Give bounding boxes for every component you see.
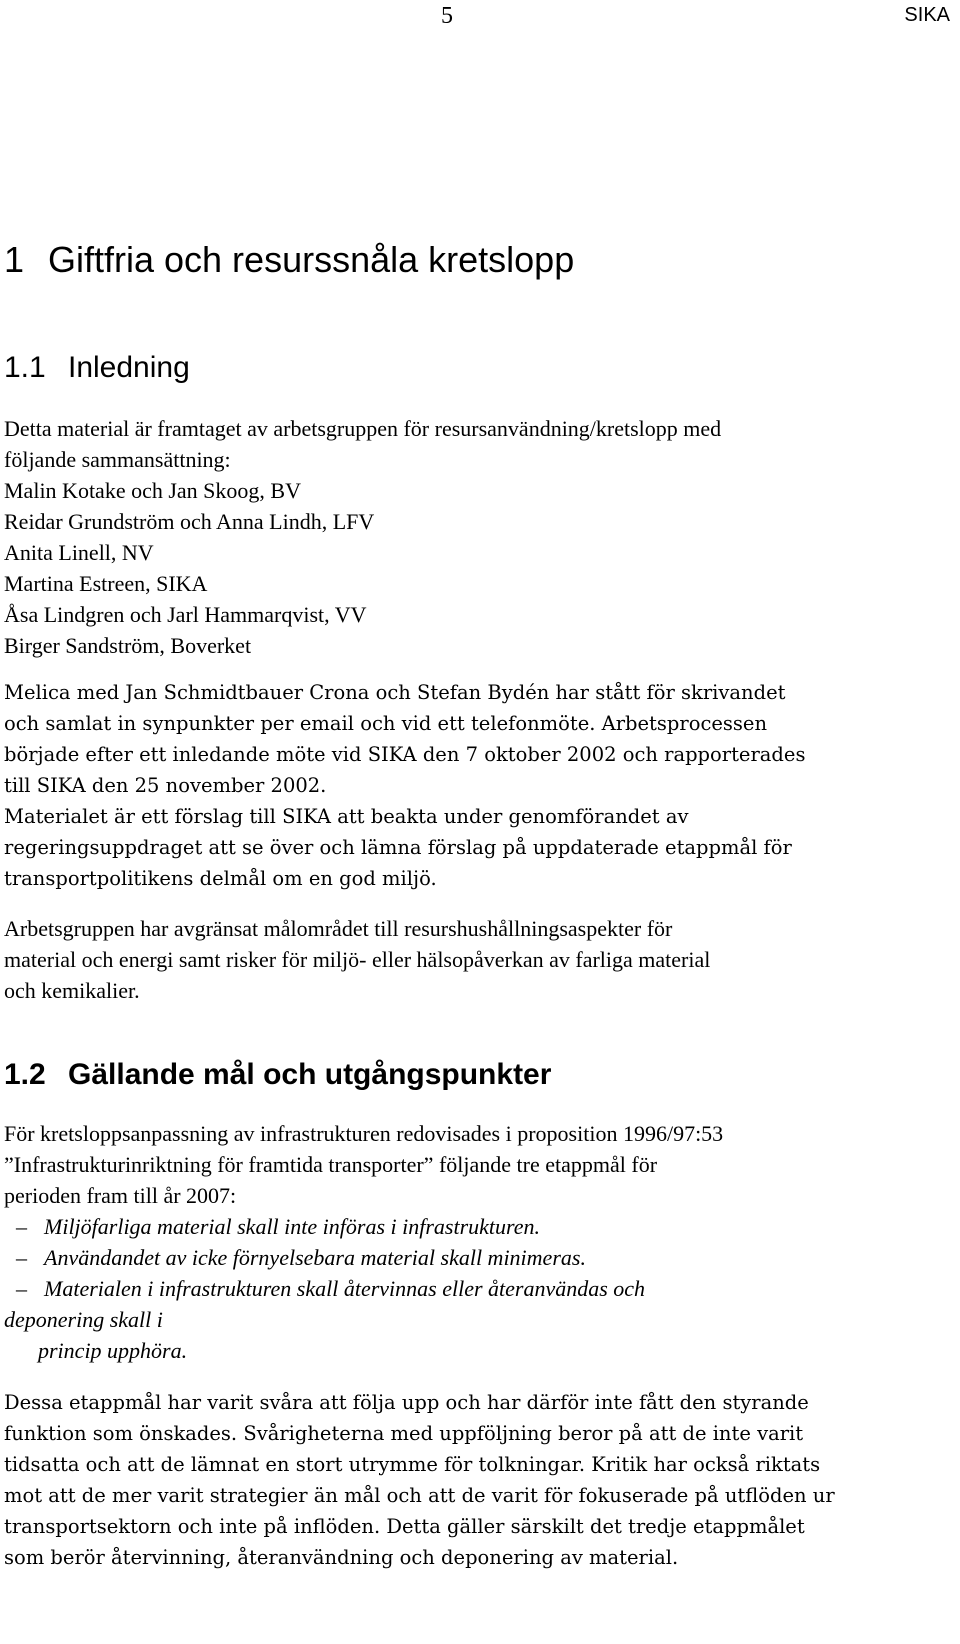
goal-continuation: princip upphöra. (38, 1338, 188, 1363)
section-title: Gällande mål och utgångspunkter (68, 1058, 552, 1091)
text-line: transportsektorn och inte på inflöden. Detta gäller särskilt det tredje etappmålet (4, 1515, 805, 1538)
section-title: Inledning (68, 351, 190, 384)
text-line: Reidar Grundström och Anna Lindh, LFV (4, 509, 375, 534)
text-line: perioden fram till år 2007: (4, 1183, 237, 1208)
text-line: följande sammansättning: (4, 447, 231, 472)
text-line: Anita Linell, NV (4, 540, 154, 565)
authors-paragraph (4, 677, 956, 894)
text-line: Melica med Jan Schmidtbauer Crona och Stefan Bydén har stått för skrivandet (4, 681, 786, 704)
text-line: mot att de mer varit strategier än mål och att de varit för fokuserade på utflöden ur (4, 1484, 835, 1507)
dash-bullet: – (16, 1214, 27, 1239)
section-heading-mal (4, 1057, 551, 1093)
text-line: och samlat in synpunkter per email och vid ett telefonmöte. Arbetsprocessen (4, 712, 768, 735)
text-line: till SIKA den 25 november 2002. (4, 774, 327, 797)
text-line: material och energi samt risker för miljö- eller hälsopåverkan av farliga material (4, 947, 711, 972)
text-line: För kretsloppsanpassning av infrastrukturen redovisades i proposition 1996/97:53 (4, 1121, 724, 1146)
chapter-number: 1 (4, 239, 25, 280)
dash-bullet: – (16, 1245, 27, 1270)
goal-text: Användandet av icke förnyelsebara material skall minimeras. (44, 1245, 586, 1270)
scope-paragraph (4, 913, 956, 1006)
text-line: Arbetsgruppen har avgränsat målområdet till resurshushållningsaspekter för (4, 916, 673, 941)
goal-item (4, 1211, 956, 1242)
goal-item (4, 1242, 956, 1273)
text-line: Birger Sandström, Boverket (4, 633, 252, 658)
goal-text: Materialen i infrastrukturen skall återvinnas eller återanvändas och (44, 1276, 646, 1301)
text-line: transportpolitikens delmål om en god miljö. (4, 867, 437, 890)
section-number: 1.2 (4, 1058, 46, 1091)
text-line: som berör återvinning, återanvändning och deponering av material. (4, 1546, 679, 1569)
page-number: 5 (441, 3, 453, 29)
evaluation-paragraph (4, 1387, 956, 1573)
text-line: tidsatta och att de lämnat en stort utrymme för tolkningar. Kritik har också riktats (4, 1453, 821, 1476)
text-line: Detta material är framtaget av arbetsgruppen för resursanvändning/kretslopp med (4, 416, 722, 441)
section-number: 1.1 (4, 351, 46, 384)
goals-paragraph (4, 1118, 956, 1366)
text-line: Materialet är ett förslag till SIKA att beakta under genomförandet av (4, 805, 689, 828)
text-line: Malin Kotake och Jan Skoog, BV (4, 478, 301, 503)
text-line: och kemikalier. (4, 978, 140, 1003)
text-line: började efter ett inledande möte vid SIKA den 7 oktober 2002 och rapporterades (4, 743, 806, 766)
text-line: Dessa etappmål har varit svåra att följa upp och har därför inte fått den styrande (4, 1391, 809, 1414)
intro-paragraph (4, 413, 956, 661)
running-head: SIKA (904, 4, 950, 26)
chapter-heading (4, 238, 574, 282)
text-line: funktion som önskades. Svårigheterna med uppföljning beror på att de inte varit (4, 1422, 804, 1445)
text-line: regeringsuppdraget att se över och lämna förslag på uppdaterade etappmål för (4, 836, 792, 859)
chapter-title: Giftfria och resurssnåla kretslopp (48, 239, 575, 280)
text-line: ”Infrastrukturinriktning för framtida transporter” följande tre etappmål för (4, 1152, 658, 1177)
text-line: Åsa Lindgren och Jarl Hammarqvist, VV (4, 602, 367, 627)
text-line: Martina Estreen, SIKA (4, 571, 208, 596)
dash-bullet: – (16, 1276, 27, 1301)
goal-item (4, 1273, 956, 1304)
goal-continuation: deponering skall i (4, 1307, 163, 1332)
section-heading-inledning (4, 350, 190, 386)
goal-text: Miljöfarliga material skall inte införas i infrastrukturen. (44, 1214, 541, 1239)
